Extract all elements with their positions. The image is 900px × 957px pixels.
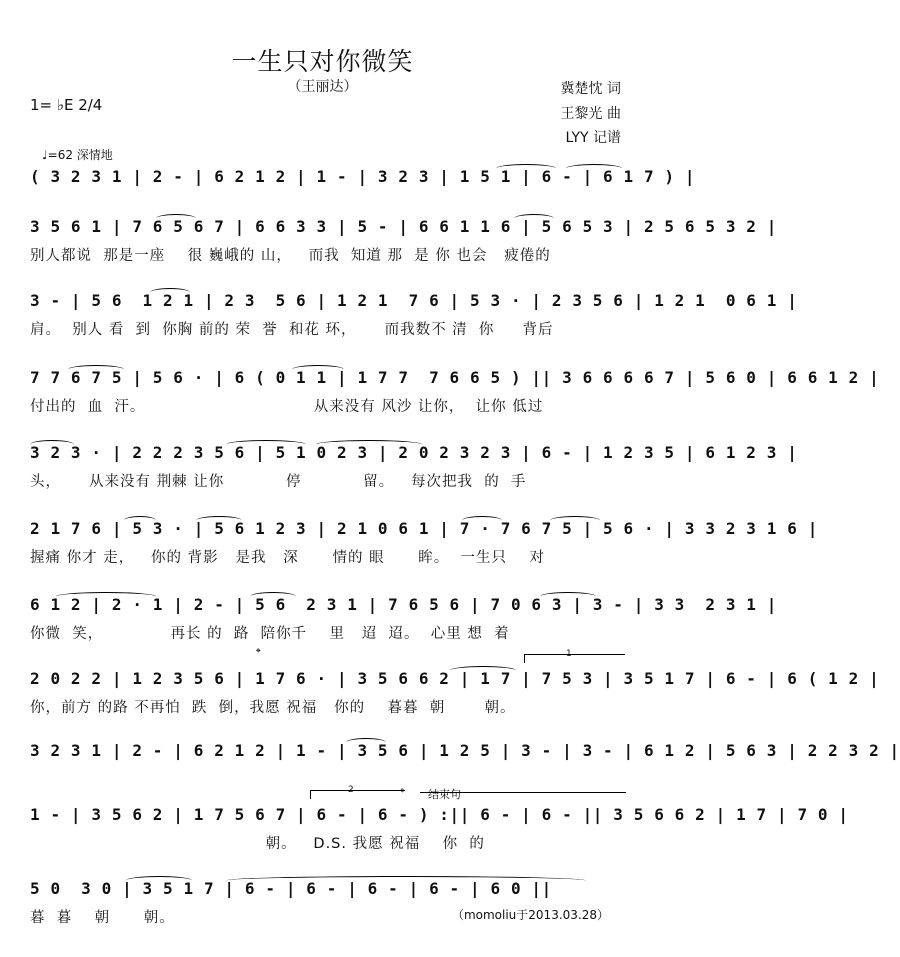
key-signature: 1= ♭E 2/4 <box>30 96 103 114</box>
coda-label: 结束句 <box>428 788 461 801</box>
lyric-line: 你，前方 的路 不再怕 跌 倒，我愿 祝福 你的 暮暮 朝 朝。 <box>30 700 516 716</box>
notation-line: 2 1 7 6 | 5 3 · | 5 6 1 2 3 | 2 1 0 6 1 | 7 · 7 6 7 5 | 5 6 · | 3 3 2 3 1 6 | <box>30 519 818 538</box>
slur <box>250 592 296 601</box>
composer-credit: 王黎光 曲 <box>560 106 621 122</box>
slur <box>450 666 516 675</box>
slur <box>226 440 306 449</box>
slur <box>68 365 124 374</box>
notation-line: 3 2 3 1 | 2 - | 6 2 1 2 | 1 - | 3 5 6 | 1 2 5 | 3 - | 3 - | 6 1 2 | 5 6 3 | 2 2 3 2 | <box>30 741 900 760</box>
slur <box>56 592 156 601</box>
volta-number-1: 1 <box>566 649 572 659</box>
lyricist-credit: 冀楚忱 词 <box>560 81 621 97</box>
slur <box>124 516 156 525</box>
lyric-line: 别人都说 那是一座 很 巍峨的 山， 而我 知道 那 是 你 也会 疲倦的 <box>30 248 551 264</box>
slur <box>150 288 190 297</box>
slur <box>462 516 502 525</box>
notation-line: 5 0 3 0 | 3 5 1 7 | 6 - | 6 - | 6 - | 6 - | 6 0 || <box>30 879 552 898</box>
notation-line: 6 1 2 | 2 · 1 | 2 - | 5 6 2 3 1 | 7 6 5 6 | 7 0 6 3 | 3 - | 3 3 2 3 1 | <box>30 595 777 614</box>
slur <box>196 516 242 525</box>
notation-line: ( 3 2 3 1 | 2 - | 6 2 1 2 | 1 - | 3 2 3 | 1 5 1 | 6 - | 6 1 7 ) | <box>30 167 696 186</box>
slur <box>292 365 344 374</box>
lyric-line: 肩。 别人 看 到 你胸 前的 荣 誉 和花 环， 而我数不 清 你 背后 <box>30 322 554 338</box>
volta-bracket <box>524 654 625 663</box>
tempo-marking: ♩=62 深情地 <box>42 148 113 162</box>
slur <box>540 592 596 601</box>
song-title: 一生只对你微笑 <box>231 47 414 76</box>
slur <box>496 164 556 173</box>
notation-line: 2 0 2 2 | 1 2 3 5 6 | 1 7 6 · | 3 5 6 6 2 | 1 7 | 7 5 3 | 3 5 1 7 | 6 - | 6 ( 1 2 | <box>30 669 880 688</box>
lyric-line: 付出的 血 汗。 从来没有 风沙 让你， 让你 低过 <box>30 399 544 415</box>
notation-line: 3 5 6 1 | 7 6 5 6 7 | 6 6 3 3 | 5 - | 6 6 1 1 6 | 5 6 5 3 | 2 5 6 5 3 2 | <box>30 217 777 236</box>
slur <box>566 164 622 173</box>
slur <box>30 440 74 449</box>
slur <box>514 214 554 223</box>
transcription-credit-footer: （momoliu于2013.03.28） <box>451 908 609 922</box>
slur <box>346 738 386 747</box>
slur <box>316 440 422 449</box>
lyric-line: 朝。 D.S. 我愿 祝福 你 的 <box>30 836 485 852</box>
notation-line: 3 2 3 · | 2 2 2 3 5 6 | 5 1 0 2 3 | 2 0 2 3 2 3 | 6 - | 1 2 3 5 | 6 1 2 3 | <box>30 443 798 462</box>
lyric-line: 头， 从来没有 荆棘 让你 停 留。 每次把我 的 手 <box>30 474 527 490</box>
lyric-line: 暮 暮 朝 朝。 <box>30 910 175 926</box>
coda-symbol: 𝄌 <box>400 786 405 801</box>
volta-number-2: 2 <box>348 785 354 795</box>
notation-line: 1 - | 3 5 6 2 | 1 7 5 6 7 | 6 - | 6 - ) :|| 6 - | 6 - || 3 5 6 6 2 | 1 7 | 7 0 | <box>30 805 849 824</box>
slur <box>550 516 600 525</box>
slur <box>156 214 196 223</box>
notation-line: 3 - | 5 6 1 2 1 | 2 3 5 6 | 1 2 1 7 6 | 5 3 · | 2 3 5 6 | 1 2 1 0 6 1 | <box>30 291 798 310</box>
notation-line: 7 7 6 7 5 | 5 6 · | 6 ( 0 1 1 | 1 7 7 7 6 6 5 ) || 3 6 6 6 6 7 | 5 6 0 | 6 6 1 2 | <box>30 368 880 387</box>
singer-name: （王丽达） <box>287 79 358 95</box>
coda-symbol: 𝄌 <box>256 646 261 661</box>
lyric-line: 握痛 你才 走， 你的 背影 是我 深 情的 眼 眸。 一生只 对 <box>30 550 545 566</box>
slur <box>126 876 192 885</box>
lyric-line: 你微 笑， 再长 的 路 陪你千 里 迢 迢。 心里 想 着 <box>30 626 510 642</box>
volta-bracket <box>310 790 405 799</box>
transcriber-credit: LYY 记谱 <box>565 130 621 146</box>
slur <box>226 876 586 885</box>
coda-bracket <box>420 792 626 799</box>
